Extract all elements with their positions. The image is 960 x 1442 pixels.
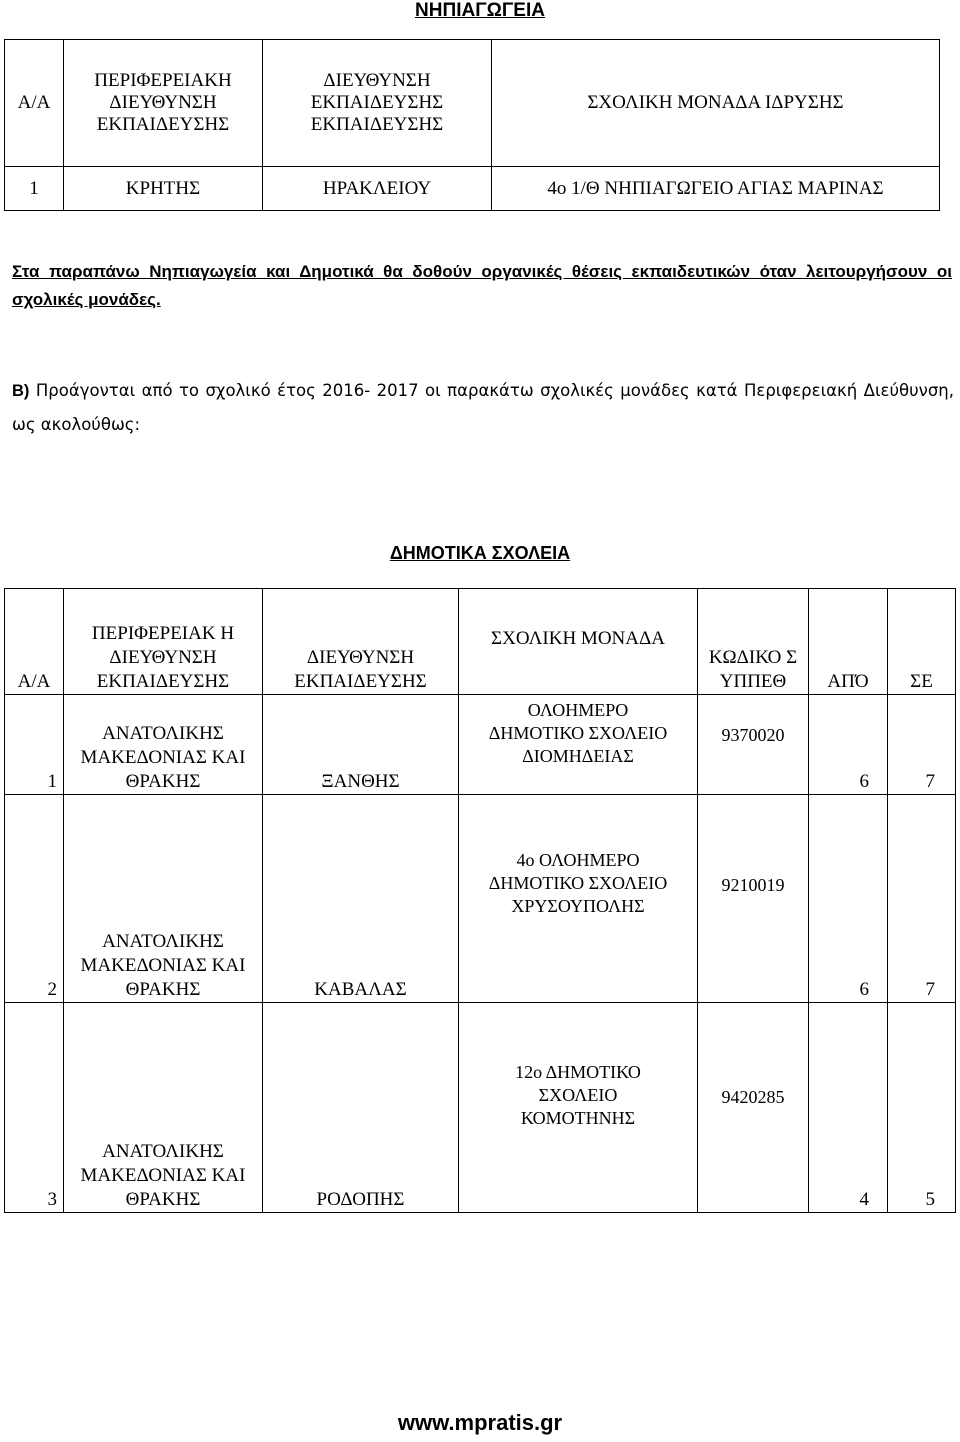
cell-aa: 1 bbox=[5, 167, 64, 211]
header-aa: Α/Α bbox=[5, 40, 64, 167]
header-region: ΠΕΡΙΦΕΡΕΙΑΚΗ ΔΙΕΥΘΥΝΣΗ ΕΚΠΑΙΔΕΥΣΗΣ bbox=[64, 40, 263, 167]
table-row bbox=[5, 695, 956, 795]
cell-code: 9210019 bbox=[698, 795, 809, 1003]
table-header-row bbox=[5, 40, 940, 167]
primary-schools-table bbox=[4, 588, 956, 1213]
paragraph-label: Β) bbox=[12, 382, 30, 400]
intro-paragraph bbox=[12, 374, 954, 442]
footer-website: www.mpratis.gr bbox=[397, 1410, 563, 1435]
table-header-row bbox=[5, 589, 956, 695]
cell-region: ΑΝΑΤΟΛΙΚΗΣ ΜΑΚΕΔΟΝΙΑΣ ΚΑΙ ΘΡΑΚΗΣ bbox=[64, 1003, 263, 1213]
header-from: ΑΠΌ bbox=[809, 589, 888, 695]
cell-code: 9370020 bbox=[698, 695, 809, 795]
section-heading: ΔΗΜΟΤΙΚΑ ΣΧΟΛΕΙΑ bbox=[389, 543, 571, 563]
table-row bbox=[5, 167, 940, 211]
cell-aa: 3 bbox=[5, 1003, 64, 1213]
header-code: ΚΩΔΙΚΟ Σ ΥΠΠΕΘ bbox=[698, 589, 809, 695]
header-school: ΣΧΟΛΙΚΗ ΜΟΝΑΔΑ ΙΔΡΥΣΗΣ bbox=[492, 40, 940, 167]
header-region: ΠΕΡΙΦΕΡΕΙΑΚ Η ΔΙΕΥΘΥΝΣΗ ΕΚΠΑΙΔΕΥΣΗΣ bbox=[64, 589, 263, 695]
cell-to: 7 bbox=[888, 795, 956, 1003]
note-text: Στα παραπάνω Νηπιαγωγεία και Δημοτικά θα δοθούν οργανικές θέσεις εκπαιδευτικών όταν λειτουργήσουν οι σχολικές μονάδες. bbox=[12, 262, 952, 309]
cell-from: 4 bbox=[809, 1003, 888, 1213]
cell-aa: 2 bbox=[5, 795, 64, 1003]
cell-school: 4ο 1/Θ ΝΗΠΙΑΓΩΓΕΙΟ ΑΓΙΑΣ ΜΑΡΙΝΑΣ bbox=[492, 167, 940, 211]
cell-to: 7 bbox=[888, 695, 956, 795]
paragraph-text: Προάγονται από το σχολικό έτος 2016- 2017 οι παρακάτω σχολικές μονάδες κατά Περιφερειακή Διεύθυνση, ως ακολούθως: bbox=[12, 381, 955, 434]
table-row bbox=[5, 795, 956, 1003]
cell-direction: ΗΡΑΚΛΕΙΟΥ bbox=[263, 167, 492, 211]
cell-region: ΑΝΑΤΟΛΙΚΗΣ ΜΑΚΕΔΟΝΙΑΣ ΚΑΙ ΘΡΑΚΗΣ bbox=[64, 795, 263, 1003]
cell-direction: ΞΑΝΘΗΣ bbox=[263, 695, 459, 795]
cell-direction: ΡΟΔΟΠΗΣ bbox=[263, 1003, 459, 1213]
cell-aa: 1 bbox=[5, 695, 64, 795]
cell-to: 5 bbox=[888, 1003, 956, 1213]
kindergarten-table bbox=[4, 39, 940, 211]
page-heading: ΝΗΠΙΑΓΩΓΕΙΑ bbox=[415, 0, 545, 21]
cell-region: ΚΡΗΤΗΣ bbox=[64, 167, 263, 211]
cell-direction: ΚΑΒΑΛΑΣ bbox=[263, 795, 459, 1003]
cell-region: ΑΝΑΤΟΛΙΚΗΣ ΜΑΚΕΔΟΝΙΑΣ ΚΑΙ ΘΡΑΚΗΣ bbox=[64, 695, 263, 795]
table-row bbox=[5, 1003, 956, 1213]
header-direction: ΔΙΕΥΘΥΝΣΗ ΕΚΠΑΙΔΕΥΣΗΣ bbox=[263, 589, 459, 695]
header-direction: ΔΙΕΥΘΥΝΣΗ ΕΚΠΑΙΔΕΥΣΗΣ ΕΚΠΑΙΔΕΥΣΗΣ bbox=[263, 40, 492, 167]
cell-from: 6 bbox=[809, 695, 888, 795]
header-aa: Α/Α bbox=[5, 589, 64, 695]
cell-school: ΟΛΟΗΜΕΡΟ ΔΗΜΟΤΙΚΟ ΣΧΟΛΕΙΟ ΔΙΟΜΗΔΕΙΑΣ bbox=[459, 695, 698, 795]
cell-school: 4ο ΟΛΟΗΜΕΡΟ ΔΗΜΟΤΙΚΟ ΣΧΟΛΕΙΟ ΧΡΥΣΟΥΠΟΛΗΣ bbox=[459, 795, 698, 1003]
cell-school: 12ο ΔΗΜΟΤΙΚΟ ΣΧΟΛΕΙΟ ΚΟΜΟΤΗΝΗΣ bbox=[459, 1003, 698, 1213]
header-school: ΣΧΟΛΙΚΗ ΜΟΝΑΔΑ bbox=[459, 589, 698, 695]
cell-code: 9420285 bbox=[698, 1003, 809, 1213]
cell-from: 6 bbox=[809, 795, 888, 1003]
header-to: ΣΕ bbox=[888, 589, 956, 695]
